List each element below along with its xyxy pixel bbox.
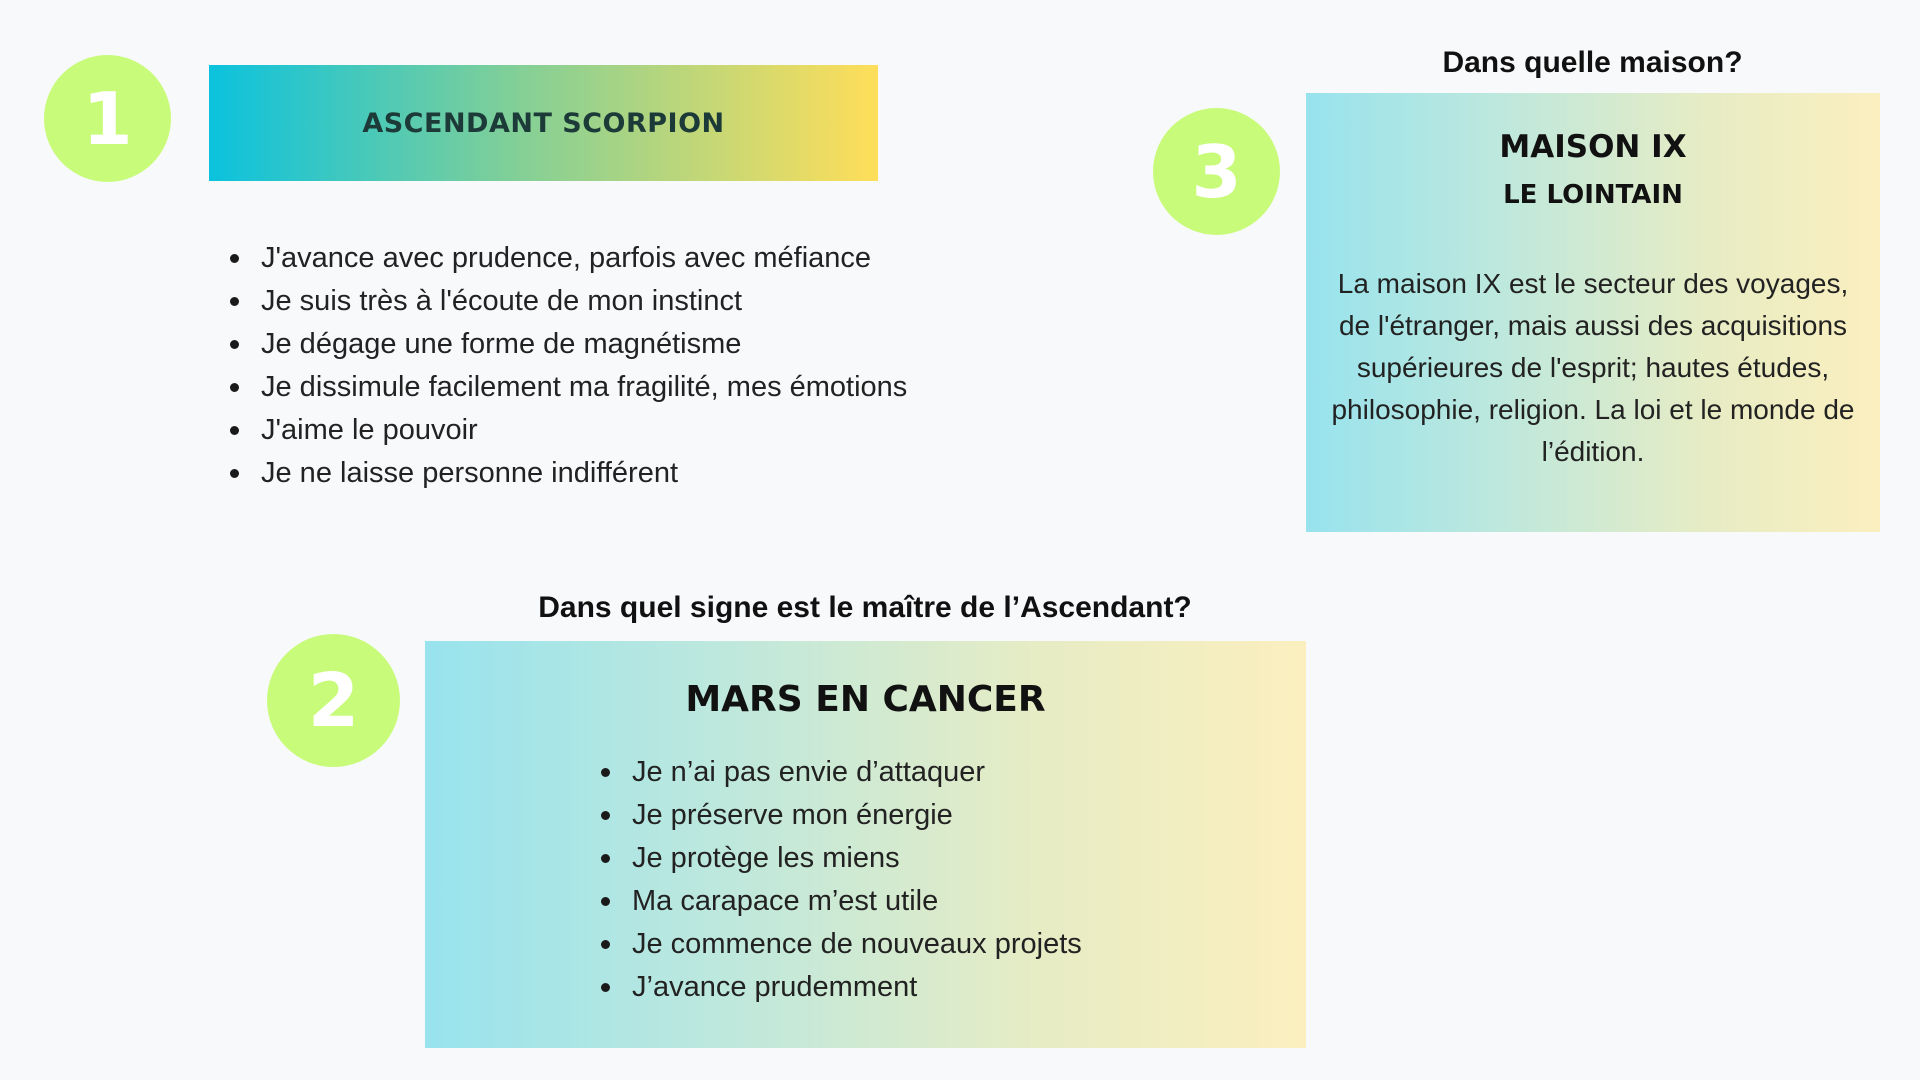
step-3-badge xyxy=(1153,108,1280,235)
house-card-title: MAISON IX xyxy=(1499,129,1687,165)
list-item: Je commence de nouveaux projets xyxy=(601,923,1082,966)
step-2-number: 2 xyxy=(307,657,360,744)
ruler-question: Dans quel signe est le maître de l’Ascendant? xyxy=(538,591,1192,624)
ruler-card-title: MARS EN CANCER xyxy=(685,679,1046,720)
list-item: J’avance prudemment xyxy=(601,966,1082,1009)
ascendant-banner-label: ASCENDANT SCORPION xyxy=(362,107,725,139)
ruler-traits-list xyxy=(601,751,1082,1009)
list-item: Je n’ai pas envie d’attaquer xyxy=(601,751,1082,794)
ascendant-traits-list xyxy=(230,237,907,495)
list-item: Ma carapace m’est utile xyxy=(601,880,1082,923)
house-card-subtitle: LE LOINTAIN xyxy=(1503,180,1683,210)
list-item: Je ne laisse personne indifférent xyxy=(230,452,907,495)
ascendant-banner xyxy=(209,65,878,181)
list-item: J'avance avec prudence, parfois avec méfiance xyxy=(230,237,907,280)
list-item: Je protège les miens xyxy=(601,837,1082,880)
step-2-badge xyxy=(267,634,400,767)
house-question: Dans quelle maison? xyxy=(1442,46,1743,79)
list-item: Je dissimule facilement ma fragilité, mes émotions xyxy=(230,366,907,409)
step-3-number: 3 xyxy=(1191,129,1242,214)
list-item: Je préserve mon énergie xyxy=(601,794,1082,837)
house-card-description: La maison IX est le secteur des voyages, de l'étranger, mais aussi des acquisitions supérieures de l'esprit; hautes études, philosophie, religion. La loi et le monde de l’édition. xyxy=(1331,268,1855,467)
house-card xyxy=(1306,93,1880,532)
list-item: Je dégage une forme de magnétisme xyxy=(230,323,907,366)
step-1-number: 1 xyxy=(82,76,133,161)
list-item: J'aime le pouvoir xyxy=(230,409,907,452)
list-item: Je suis très à l'écoute de mon instinct xyxy=(230,280,907,323)
step-1-badge xyxy=(44,55,171,182)
